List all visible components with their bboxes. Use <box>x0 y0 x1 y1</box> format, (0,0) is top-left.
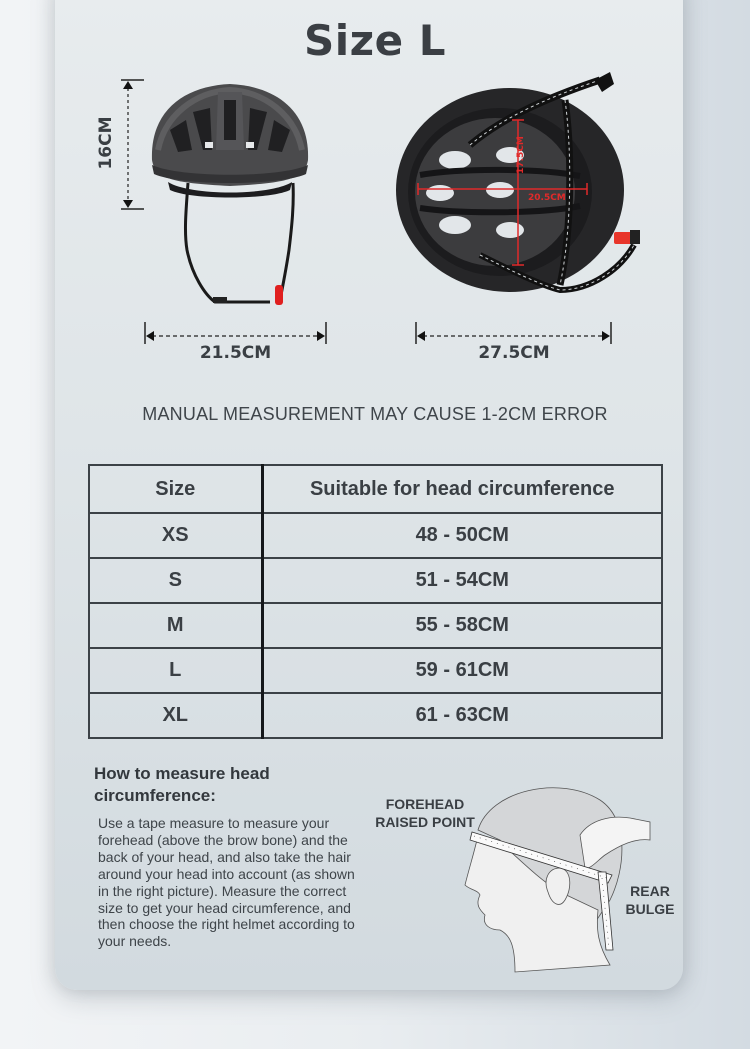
how-to-measure-title: How to measure head circumference: <box>94 764 270 805</box>
head-profile-illustration <box>455 780 655 980</box>
bottom-helmet-illustration <box>390 65 660 355</box>
forehead-label <box>370 795 480 831</box>
size-table <box>88 464 663 739</box>
rear-label-line2: BULGE <box>625 901 675 917</box>
front-helmet-illustration <box>110 72 350 352</box>
range-cell: 61 - 63CM <box>262 693 662 738</box>
rear-bulge-label <box>620 882 680 918</box>
range-cell: 48 - 50CM <box>262 513 662 558</box>
size-cell: S <box>89 558 262 603</box>
table-row <box>89 603 662 648</box>
forehead-label-line2: RAISED POINT <box>375 814 475 830</box>
table-row <box>89 693 662 738</box>
table-row <box>89 513 662 558</box>
how-to-measure-body: Use a tape measure to measure your forehead (above the brow bone) and the back of your head, and also take the hair around your head into account (as shown in the right picture). Measure the correct size to get your head circumference, and then choose the right helmet according to your needs. <box>98 815 355 950</box>
table-row <box>89 648 662 693</box>
size-cell: XS <box>89 513 262 558</box>
size-cell: L <box>89 648 262 693</box>
forehead-label-line1: FOREHEAD <box>385 796 465 812</box>
table-header-row <box>89 465 662 513</box>
header-circumference: Suitable for head circumference <box>262 465 662 513</box>
range-cell: 59 - 61CM <box>262 648 662 693</box>
rear-label-line1: REAR <box>630 883 670 899</box>
height-dimension-label: 16CM <box>96 116 116 170</box>
range-cell: 55 - 58CM <box>262 603 662 648</box>
header-size: Size <box>89 465 262 513</box>
table-row <box>89 558 662 603</box>
measurement-error-note: MANUAL MEASUREMENT MAY CAUSE 1-2CM ERROR <box>142 404 608 424</box>
size-cell: M <box>89 603 262 648</box>
inner-width-label: 20.5CM <box>528 193 566 203</box>
page-title: Size L <box>304 16 446 65</box>
range-cell: 51 - 54CM <box>262 558 662 603</box>
bottom-width-label: 27.5CM <box>478 343 550 363</box>
inner-length-label: 17.5CM <box>516 136 526 174</box>
size-cell: XL <box>89 693 262 738</box>
front-width-label: 21.5CM <box>199 343 272 363</box>
